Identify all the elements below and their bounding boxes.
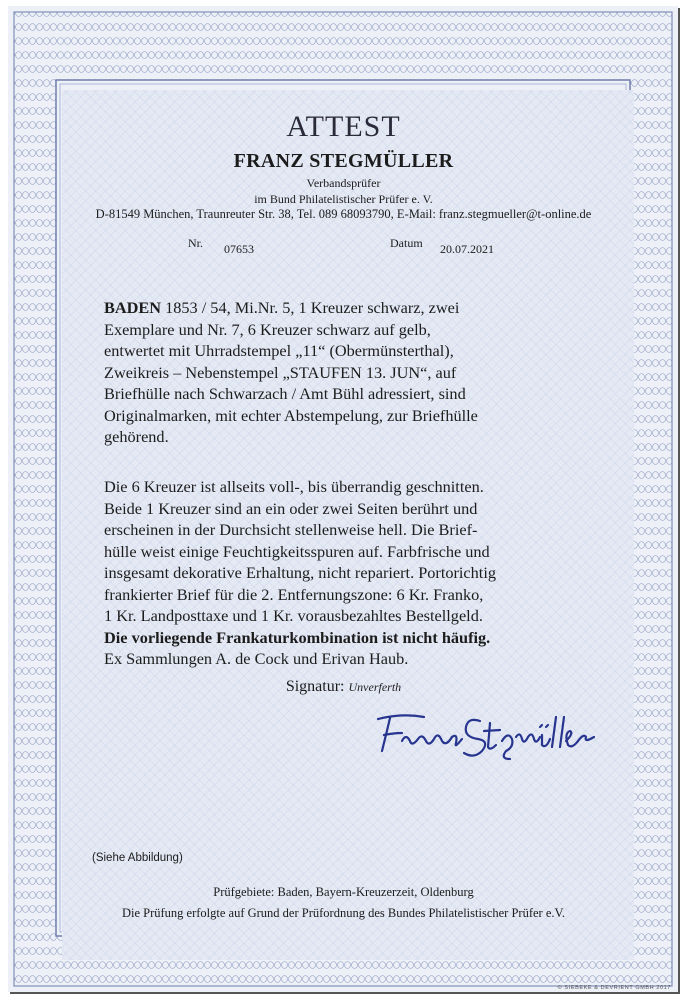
examiner-name: FRANZ STEGMÜLLER bbox=[233, 150, 454, 172]
text-line: gehörend. bbox=[104, 427, 169, 446]
certificate-title: ATTEST bbox=[286, 110, 401, 143]
text-line: frankierter Brief für die 2. Entfernungszone: 6 Kr. Franko, bbox=[104, 584, 484, 604]
condition-paragraph bbox=[104, 476, 566, 670]
text-line: erscheinen in der Durchsicht stellenweise hell. Die Brief- bbox=[104, 520, 478, 539]
text-line: insgesamt dekorative Erhaltung, nicht repariert. Portorichtig bbox=[104, 563, 496, 582]
illustration-note: (Siehe Abbildung) bbox=[92, 852, 183, 864]
examiner-address: D-81549 München, Traunreuter Str. 38, Tel. 089 68093790, E-Mail: franz.stegmueller@t-online.de bbox=[95, 207, 592, 221]
text-line: Die 6 Kreuzer ist allseits voll-, bis überrandig geschnitten. bbox=[104, 477, 484, 496]
text-line: Beide 1 Kreuzer sind an ein oder zwei Seiten berührt und bbox=[104, 498, 478, 518]
certificate-number: 07653 bbox=[224, 242, 254, 256]
text-line: Zweikreis – Nebenstempel „STAUFEN 13. JUN“, auf bbox=[104, 362, 457, 382]
signature-line bbox=[0, 678, 687, 696]
text-line: entwertet mit Uhrradstempel „11“ (Obermünsterthal), bbox=[104, 341, 454, 360]
examiner-role: Verbandsprüfer bbox=[306, 176, 381, 190]
handwritten-signature bbox=[372, 703, 602, 763]
text-line: 1 Kr. Landposttaxe und 1 Kr. vorausbezahltes Bestellgeld. bbox=[104, 606, 483, 625]
text-line bbox=[104, 297, 566, 319]
examiner-association: im Bund Philatelistischer Prüfer e. V. bbox=[254, 192, 433, 206]
text-line: Originalmarken, mit echter Abstempelung, zur Briefhülle bbox=[104, 405, 478, 425]
text-line: Briefhülle nach Schwarzach / Amt Bühl adressiert, sind bbox=[104, 384, 466, 403]
rarity-statement: Die vorliegende Frankaturkombination ist nicht häufig. bbox=[104, 627, 491, 647]
description-paragraph bbox=[104, 297, 566, 448]
text-line: hülle weist einige Feuchtigkeitsspuren auf. Farbfrische und bbox=[104, 541, 490, 561]
signature-value: Unverferth bbox=[348, 680, 402, 694]
country-lead: BADEN bbox=[104, 298, 161, 317]
printer-copyright: © SIEBEKE & DEVRIENT GMBH 2017 bbox=[557, 985, 671, 991]
examination-areas: Prüfgebiete: Baden, Bayern-Kreuzerzeit, Oldenburg bbox=[213, 885, 474, 899]
signature-label: Signatur: bbox=[285, 678, 345, 695]
examination-rule: Die Prüfung erfolgte auf Grund der Prüfordnung des Bundes Philatelistischer Prüfer e.V. bbox=[121, 906, 566, 920]
text-line-content: 1853 / 54, Mi.Nr. 5, 1 Kreuzer schwarz, zwei bbox=[161, 298, 460, 317]
date-label: Datum bbox=[390, 236, 423, 250]
certificate-date: 20.07.2021 bbox=[440, 242, 494, 256]
text-line: Exemplare und Nr. 7, 6 Kreuzer schwarz auf gelb, bbox=[104, 319, 431, 339]
provenance-line: Ex Sammlungen A. de Cock und Erivan Haub. bbox=[104, 649, 409, 668]
certificate-number-label: Nr. bbox=[188, 236, 203, 250]
